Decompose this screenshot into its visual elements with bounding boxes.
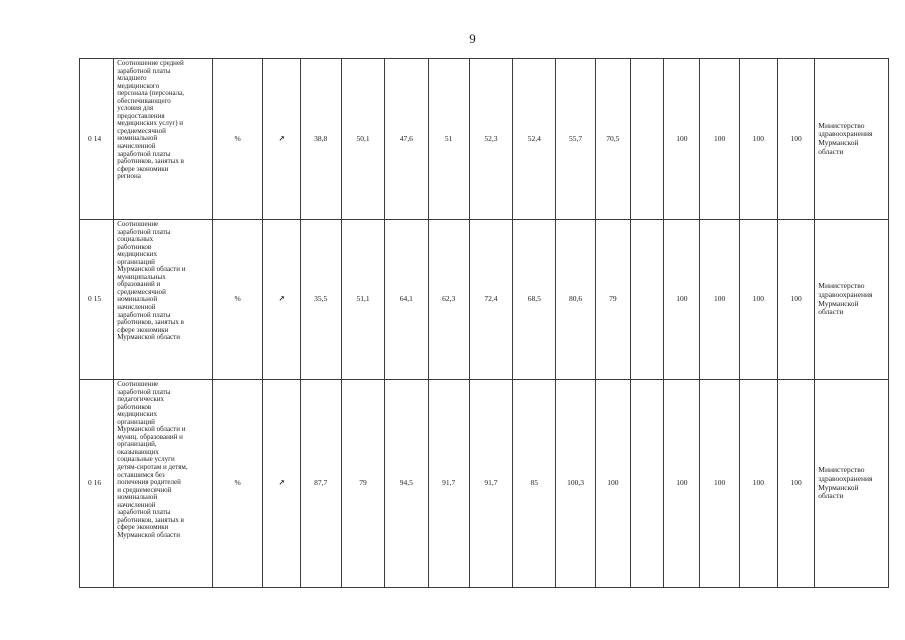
value-cell: 100 [664,380,700,588]
value-cell: 35,5 [300,220,341,380]
value-cell [630,59,663,220]
value-cell: 51,1 [341,220,384,380]
value-cell: 64,1 [385,220,428,380]
trend-arrow-icon: ↗ [263,59,300,220]
unit-cell: % [212,59,262,220]
value-cell [630,380,663,588]
value-cell: 87,7 [300,380,341,588]
indicator-table [79,58,889,588]
value-cell: 100 [739,59,777,220]
value-cell: 79 [341,380,384,588]
value-cell: 100 [664,59,700,220]
table-row [80,59,889,220]
value-cell: 100,3 [556,380,595,588]
value-cell: 50,1 [341,59,384,220]
value-cell: 47,6 [385,59,428,220]
responsible-body: Министерство здравоохранения Мурманской области [815,59,889,220]
indicator-code: 0 16 [80,380,114,588]
indicator-code: 0 15 [80,220,114,380]
value-cell: 100 [700,220,739,380]
value-cell: 52,3 [469,59,512,220]
value-cell: 100 [778,220,815,380]
value-cell: 100 [700,59,739,220]
value-cell: 62,3 [428,220,469,380]
value-cell: 55,7 [556,59,595,220]
value-cell: 100 [739,220,777,380]
table-row [80,380,889,588]
trend-arrow-icon: ↗ [263,220,300,380]
value-cell: 100 [739,380,777,588]
responsible-body: Министерство здравоохранения Мурманской области [815,220,889,380]
table-row [80,220,889,380]
value-cell: 68,5 [513,220,556,380]
value-cell: 91,7 [428,380,469,588]
value-cell: 80,6 [556,220,595,380]
value-cell: 100 [595,380,630,588]
indicator-description: Соотношение средней заработной платы младшего медицинского персонала (персонала, обеспечивающего условия для предоставления медицинских услуг) и среднемесячной номинальной начисленной заработной платы работников, занятых в сфере экономики региона [114,59,213,220]
indicator-description: Соотношение заработной платы социальных работников медицинских организаций Мурманской области и муниципальных образований и среднемесячной номинальной начисленной заработной платы работников, занятых в сфере экономики Мурманской области [114,220,213,380]
indicator-code: 0 14 [80,59,114,220]
value-cell: 91,7 [469,380,512,588]
value-cell: 100 [778,380,815,588]
unit-cell: % [212,220,262,380]
responsible-body: Министерство здравоохранения Мурманской области [815,380,889,588]
value-cell: 52,4 [513,59,556,220]
value-cell: 72,4 [469,220,512,380]
value-cell: 70,5 [595,59,630,220]
trend-arrow-icon: ↗ [263,380,300,588]
value-cell: 100 [778,59,815,220]
value-cell: 51 [428,59,469,220]
value-cell [630,220,663,380]
value-cell: 94,5 [385,380,428,588]
value-cell: 38,8 [300,59,341,220]
value-cell: 100 [700,380,739,588]
page-number: 9 [469,31,476,46]
indicator-description: Соотношение заработной платы педагогических работников медицинских организаций Мурманской области и муниц. образований и организаций, оказывающих социальные услуги детям-сиротам и детям, оставшимся без попечения родителей и среднемесячной номинальной начисленной заработной платы работников, занятых в сфере экономики Мурманской области [114,380,213,588]
unit-cell: % [212,380,262,588]
value-cell: 85 [513,380,556,588]
value-cell: 100 [664,220,700,380]
value-cell: 79 [595,220,630,380]
